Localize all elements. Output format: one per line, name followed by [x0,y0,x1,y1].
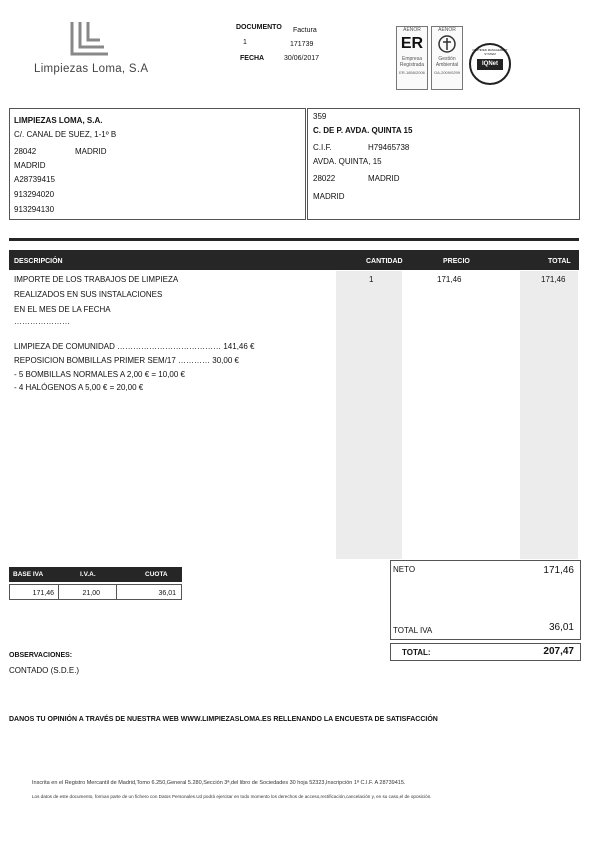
cliente-provincia: MADRID [313,192,345,201]
detail-line: - 4 HALÓGENOS A 5,00 € = 20,00 € [14,383,144,392]
desc-line: REALIZADOS EN SUS INSTALACIONES [14,290,163,299]
documento-numero: 171739 [290,41,314,48]
emisor-cp: 28042 [14,147,37,156]
footer-registro: Inscrita en el Registro Mercantil de Madrid,Tomo 6.250,General 5.280,Sección 3ª,del libro de Sociedades 30 hoja 52323,Inscripción 1ª C.I.F. A 28739415. [32,780,406,786]
emisor-provincia: MADRID [14,161,46,170]
header-descripcion: DESCRIPCIÓN [14,258,63,265]
cliente-ciudad: MADRID [368,174,400,183]
fecha-label: FECHA [240,55,265,62]
header-total: TOTAL [548,258,571,265]
total-column [520,271,578,559]
iva-divider [116,584,117,600]
cert-title: AENOR [438,27,456,33]
iva-cuota-value: 36,01 [158,590,176,597]
neto-label: NETO [393,565,416,574]
cantidad-column [336,271,402,559]
header-cantidad: CANTIDAD [366,258,403,265]
documento-tipo: Factura [293,27,317,34]
footer-lopd: Los datos de este documento, forman parte de un fichero con Datos Personales.Ud podrá ejercitar en todo momento los derechos de acceso,rectificación,cancelación y, en su caso,el de oposición. [32,794,432,799]
er-mark-icon: ER [400,35,424,52]
total-iva-label: TOTAL IVA [393,626,433,635]
emisor-tel1: 913294020 [14,190,55,199]
iqnet-cert-icon [469,43,511,85]
desc-line: ………………… [14,317,70,326]
total-value: 207,47 [543,646,574,657]
ga-mark-icon [437,34,457,54]
row-total: 171,46 [541,275,566,284]
iva-divider [58,584,59,600]
cliente-cp: 28022 [313,174,336,183]
cliente-codigo: 359 [313,112,327,121]
row-cantidad: 1 [369,275,374,284]
cert-title: AENOR [403,27,421,33]
emisor-direccion: C/. CANAL DE SUEZ, 1-1º B [14,130,117,139]
cliente-cif-label: C.I.F. [313,143,332,152]
desc-line: EN EL MES DE LA FECHA [14,305,111,314]
iva-header-iva: I.V.A. [80,571,96,578]
iva-header-base: BASE IVA [13,571,44,578]
aenor-ga-cert [431,26,463,90]
neto-value: 171,46 [543,565,574,576]
cert-code: ER-1658/2006 [399,70,425,75]
company-logo-icon [68,20,112,58]
total-label: TOTAL: [402,648,431,657]
cert-caption: Gestión Ambiental [435,56,459,68]
emisor-ciudad: MADRID [75,147,107,156]
header-precio: PRECIO [443,258,470,265]
documento-label: DOCUMENTO [236,24,282,31]
desc-line: IMPORTE DE LOS TRABAJOS DE LIMPIEZA [14,275,179,284]
cliente-nombre: C. DE P. AVDA. QUINTA 15 [313,126,413,135]
cert-code: GA-2009/0299 [433,70,461,75]
cliente-cif: H79465738 [368,143,410,152]
cliente-direccion: AVDA. QUINTA, 15 [313,157,382,166]
fecha-value: 30/06/2017 [284,55,320,62]
emisor-nombre: LIMPIEZAS LOMA, S.A. [14,116,103,125]
iva-porcentaje-value: 21,00 [82,590,100,597]
detail-line: - 5 BOMBILLAS NORMALES A 2,00 € = 10,00 € [14,370,185,379]
detail-line: LIMPIEZA DE COMUNIDAD ………………………………… 141,46 € [14,342,255,351]
cert-caption: Empresa Registrada [399,56,425,68]
iqnet-mark: IQNet [477,59,503,70]
iva-header-cuota: CUOTA [145,571,168,578]
total-iva-value: 36,01 [548,622,574,633]
emisor-cif: A28739415 [14,175,55,184]
iva-base-value: 171,46 [32,590,54,597]
company-name: Limpiezas Loma, S.A [34,63,149,75]
table-header [9,250,579,270]
aenor-er-cert [396,26,428,90]
emisor-tel2: 913294130 [14,205,55,214]
row-precio: 171,46 [437,275,462,284]
iqnet-caption: CERTIFIED MANAGEMENT SYSTEM [472,48,508,56]
detail-line: REPOSICION BOMBILLAS PRIMER SEM/17 ………… 30,00 € [14,356,239,365]
observaciones-label: OBSERVACIONES: [9,652,73,659]
table-top-rule [9,238,579,241]
encuesta-text: DANOS TU OPINIÓN A TRAVÉS DE NUESTRA WEB WWW.LIMPIEZASLOMA.ES RELLENANDO LA ENCUESTA DE SATISFACCIÓN [9,716,438,723]
documento-serie: 1 [243,39,247,46]
observaciones-texto: CONTADO (S.D.E.) [9,666,80,675]
